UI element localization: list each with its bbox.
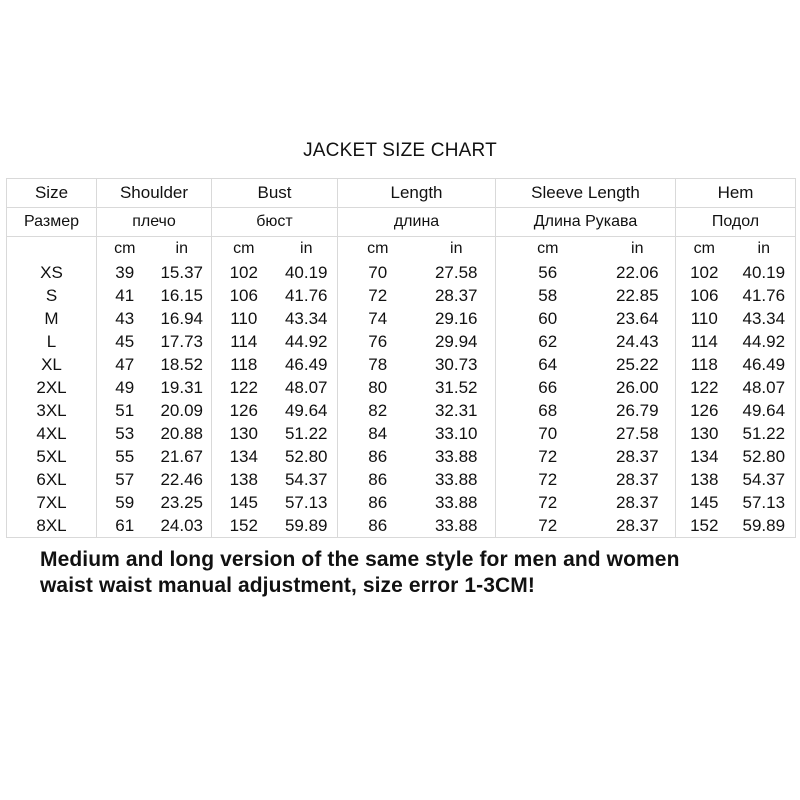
table-row [7,330,796,353]
value-cell: 24.03 [153,514,212,538]
value-cell: 33.88 [418,491,496,514]
value-cell: 44.92 [276,330,338,353]
size-rows [7,261,796,538]
value-cell: 33.88 [418,514,496,538]
bust-header: Bust [212,179,338,208]
unit-cell: cm [338,237,418,262]
value-cell: 78 [338,353,418,376]
value-cell: 19.31 [153,376,212,399]
length-header: Length [338,179,496,208]
value-cell: 16.94 [153,307,212,330]
value-cell: 41.76 [733,284,796,307]
value-cell: 102 [676,261,733,284]
value-cell: 80 [338,376,418,399]
value-cell: 72 [496,468,600,491]
unit-row [7,237,796,262]
header-row-ru [7,208,796,237]
value-cell: 52.80 [733,445,796,468]
value-cell: 59.89 [276,514,338,538]
table-row [7,353,796,376]
value-cell: 110 [676,307,733,330]
unit-cell: in [276,237,338,262]
value-cell: 72 [496,514,600,538]
value-cell: 62 [496,330,600,353]
value-cell: 29.94 [418,330,496,353]
size-cell: L [7,330,97,353]
table-row [7,468,796,491]
value-cell: 74 [338,307,418,330]
size-cell: 5XL [7,445,97,468]
value-cell: 39 [97,261,153,284]
value-cell: 43 [97,307,153,330]
size-cell: 2XL [7,376,97,399]
value-cell: 57.13 [733,491,796,514]
value-cell: 48.07 [276,376,338,399]
unit-cell: cm [496,237,600,262]
size-chart-table [6,178,796,538]
unit-blank-cell [7,237,97,262]
value-cell: 68 [496,399,600,422]
table-row [7,491,796,514]
size-cell: XL [7,353,97,376]
note-line-2: waist waist manual adjustment, size error 1-3CM! [40,574,535,597]
value-cell: 49 [97,376,153,399]
value-cell: 23.25 [153,491,212,514]
value-cell: 41 [97,284,153,307]
value-cell: 51.22 [276,422,338,445]
value-cell: 41.76 [276,284,338,307]
table-row [7,422,796,445]
value-cell: 26.79 [600,399,676,422]
bust-header-ru: бюст [212,208,338,237]
value-cell: 106 [676,284,733,307]
value-cell: 130 [212,422,276,445]
shoulder-header-ru: плечо [97,208,212,237]
value-cell: 60 [496,307,600,330]
value-cell: 57 [97,468,153,491]
value-cell: 54.37 [733,468,796,491]
value-cell: 27.58 [418,261,496,284]
value-cell: 21.67 [153,445,212,468]
value-cell: 33.88 [418,445,496,468]
unit-cell: in [418,237,496,262]
value-cell: 58 [496,284,600,307]
value-cell: 84 [338,422,418,445]
table-row [7,284,796,307]
value-cell: 40.19 [276,261,338,284]
sleeve-length-header: Sleeve Length [496,179,676,208]
value-cell: 49.64 [733,399,796,422]
value-cell: 24.43 [600,330,676,353]
table-row [7,514,796,538]
value-cell: 110 [212,307,276,330]
value-cell: 51.22 [733,422,796,445]
size-cell: 7XL [7,491,97,514]
value-cell: 25.22 [600,353,676,376]
value-cell: 86 [338,491,418,514]
value-cell: 48.07 [733,376,796,399]
value-cell: 28.37 [600,468,676,491]
value-cell: 44.92 [733,330,796,353]
value-cell: 122 [676,376,733,399]
value-cell: 145 [212,491,276,514]
value-cell: 28.37 [418,284,496,307]
size-header-ru: Размер [7,208,97,237]
unit-cell: cm [676,237,733,262]
unit-cell: cm [97,237,153,262]
value-cell: 20.09 [153,399,212,422]
size-cell: M [7,307,97,330]
value-cell: 152 [676,514,733,538]
value-cell: 28.37 [600,514,676,538]
value-cell: 40.19 [733,261,796,284]
length-header-ru: длина [338,208,496,237]
unit-cell: in [153,237,212,262]
value-cell: 57.13 [276,491,338,514]
size-cell: 6XL [7,468,97,491]
value-cell: 61 [97,514,153,538]
value-cell: 51 [97,399,153,422]
value-cell: 32.31 [418,399,496,422]
value-cell: 56 [496,261,600,284]
value-cell: 114 [676,330,733,353]
value-cell: 20.88 [153,422,212,445]
value-cell: 118 [676,353,733,376]
table-row [7,261,796,284]
value-cell: 118 [212,353,276,376]
value-cell: 126 [676,399,733,422]
unit-cell: in [600,237,676,262]
value-cell: 30.73 [418,353,496,376]
size-cell: 8XL [7,514,97,538]
value-cell: 31.52 [418,376,496,399]
table-row [7,445,796,468]
value-cell: 66 [496,376,600,399]
value-cell: 138 [676,468,733,491]
value-cell: 49.64 [276,399,338,422]
value-cell: 33.10 [418,422,496,445]
size-cell: XS [7,261,97,284]
value-cell: 28.37 [600,445,676,468]
size-header: Size [7,179,97,208]
table-row [7,307,796,330]
shoulder-header: Shoulder [97,179,212,208]
value-cell: 33.88 [418,468,496,491]
value-cell: 86 [338,514,418,538]
value-cell: 114 [212,330,276,353]
value-cell: 59 [97,491,153,514]
hem-header-ru: Подол [676,208,796,237]
value-cell: 152 [212,514,276,538]
value-cell: 46.49 [276,353,338,376]
note-line-1: Medium and long version of the same style for men and women [40,548,680,571]
hem-header: Hem [676,179,796,208]
value-cell: 46.49 [733,353,796,376]
value-cell: 47 [97,353,153,376]
value-cell: 70 [496,422,600,445]
value-cell: 126 [212,399,276,422]
value-cell: 16.15 [153,284,212,307]
value-cell: 86 [338,468,418,491]
value-cell: 15.37 [153,261,212,284]
value-cell: 82 [338,399,418,422]
header-row [7,179,796,208]
unit-cell: in [733,237,796,262]
value-cell: 45 [97,330,153,353]
value-cell: 29.16 [418,307,496,330]
value-cell: 52.80 [276,445,338,468]
value-cell: 53 [97,422,153,445]
sleeve-length-header-ru: Длина Рукава [496,208,676,237]
value-cell: 134 [676,445,733,468]
value-cell: 27.58 [600,422,676,445]
value-cell: 102 [212,261,276,284]
value-cell: 22.06 [600,261,676,284]
value-cell: 54.37 [276,468,338,491]
value-cell: 76 [338,330,418,353]
value-cell: 86 [338,445,418,468]
value-cell: 70 [338,261,418,284]
value-cell: 72 [496,445,600,468]
size-cell: 3XL [7,399,97,422]
value-cell: 43.34 [733,307,796,330]
value-cell: 122 [212,376,276,399]
value-cell: 43.34 [276,307,338,330]
value-cell: 138 [212,468,276,491]
value-cell: 130 [676,422,733,445]
value-cell: 72 [338,284,418,307]
value-cell: 22.85 [600,284,676,307]
value-cell: 106 [212,284,276,307]
value-cell: 72 [496,491,600,514]
value-cell: 59.89 [733,514,796,538]
table-row [7,399,796,422]
value-cell: 22.46 [153,468,212,491]
size-cell: S [7,284,97,307]
chart-title: JACKET SIZE CHART [303,140,497,161]
value-cell: 17.73 [153,330,212,353]
value-cell: 18.52 [153,353,212,376]
unit-cell: cm [212,237,276,262]
value-cell: 64 [496,353,600,376]
value-cell: 26.00 [600,376,676,399]
value-cell: 23.64 [600,307,676,330]
value-cell: 145 [676,491,733,514]
size-cell: 4XL [7,422,97,445]
value-cell: 55 [97,445,153,468]
value-cell: 134 [212,445,276,468]
value-cell: 28.37 [600,491,676,514]
table-row [7,376,796,399]
